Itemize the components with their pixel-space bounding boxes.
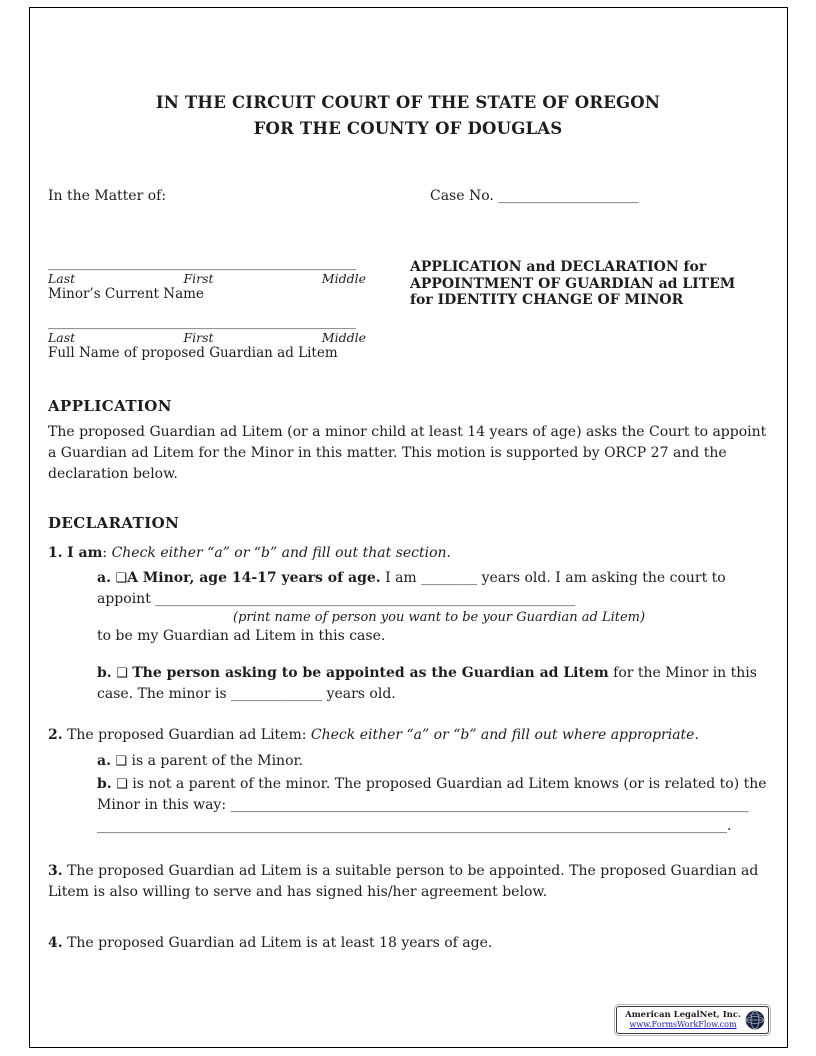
- item-3-text: The proposed Guardian ad Litem is a suitable person to be appointed. The proposed Guardian ad Litem is also willing to serve and has signed his/her agreement below.: [48, 863, 759, 900]
- globe-icon: [745, 1010, 765, 1030]
- item-1b-label: b.: [97, 665, 112, 681]
- item-2b: [97, 774, 768, 837]
- item-2a-label: a.: [97, 753, 111, 769]
- item-2b-label: b.: [97, 776, 112, 792]
- col-label-first: First: [183, 271, 214, 286]
- declaration-heading: DECLARATION: [48, 514, 180, 532]
- item-1-colon: :: [102, 545, 108, 561]
- item-1a-text2: years old. I am asking the court to appoint: [97, 570, 726, 607]
- name-column-labels: [48, 330, 366, 345]
- col-label-first: First: [183, 330, 214, 345]
- item-2-number: 2.: [48, 727, 63, 743]
- name-column-labels: [48, 271, 366, 286]
- application-body: The proposed Guardian ad Litem (or a minor child at least 14 years of age) asks the Court to appoint a Guardian ad Litem for the Minor in this matter. This motion is supported by ORCP 27 and the declaration below.: [48, 424, 767, 482]
- item-1a-text1: I am: [385, 570, 417, 586]
- item-1a-label: a.: [97, 570, 111, 586]
- item-1b: [97, 663, 768, 705]
- col-label-last: Last: [48, 330, 76, 345]
- col-label-middle: Middle: [321, 271, 366, 286]
- checkbox-1b-icon[interactable]: ❑: [116, 666, 128, 681]
- declaration-item-1: [48, 543, 768, 564]
- item-4-number: 4.: [48, 935, 63, 951]
- document-title: [410, 256, 768, 309]
- document-title-line1: APPLICATION and DECLARATION for: [410, 259, 707, 275]
- caption-names: [48, 256, 388, 362]
- item-4-text: The proposed Guardian ad Litem is at least 18 years of age.: [67, 935, 493, 951]
- guardian-name-blank[interactable]: ____________________________________________: [48, 315, 356, 330]
- guardian-name-block: [48, 315, 366, 362]
- matter-row: [48, 188, 768, 208]
- print-name-caption: (print name of person you want to be your Guardian ad Litem): [233, 610, 646, 625]
- item-1-instruction: Check either “a” or “b” and fill out that section.: [111, 545, 452, 561]
- legalnet-company: American LegalNet, Inc.: [625, 1010, 741, 1020]
- item-2-lead: The proposed Guardian ad Litem:: [67, 727, 307, 743]
- legalnet-badge: [616, 1006, 769, 1034]
- minor-name-label: Minor’s Current Name: [48, 286, 204, 302]
- item-1-lead: I am: [67, 545, 103, 561]
- item-2b-text1: is not a parent of the minor. The proposed Guardian ad Litem knows (or is related to) the Minor in this way:: [97, 776, 767, 813]
- relationship-blank-2[interactable]: __________________________________________________________________________________________.: [97, 818, 732, 834]
- item-2a: [97, 751, 768, 772]
- document-title-line2: APPOINTMENT OF GUARDIAN ad LITEM: [410, 275, 736, 292]
- item-1b-text1: for the Minor in this case. The minor is: [97, 665, 757, 702]
- declaration-item-3: [48, 861, 768, 903]
- minor-age-blank[interactable]: ________: [421, 570, 478, 586]
- relationship-blank-1[interactable]: __________________________________________________________________________: [230, 797, 749, 813]
- guardian-appoint-name-blank[interactable]: ____________________________________________________________: [155, 591, 576, 607]
- application-heading: APPLICATION: [48, 397, 172, 415]
- court-title: [48, 90, 768, 142]
- item-2a-text: is a parent of the Minor.: [131, 753, 304, 769]
- col-label-middle: Middle: [321, 330, 366, 345]
- col-label-last: Last: [48, 271, 76, 286]
- case-number: [430, 188, 638, 204]
- checkbox-2a-icon[interactable]: ❑: [115, 754, 128, 769]
- declaration-item-2: [48, 725, 768, 746]
- minor-name-blank[interactable]: ____________________________________________: [48, 256, 356, 271]
- court-title-line2: FOR THE COUNTY OF DOUGLAS: [253, 119, 563, 138]
- caption-block: [48, 256, 768, 362]
- item-1a: [97, 568, 768, 610]
- item-1a-text3: to be my Guardian ad Litem in this case.: [97, 628, 386, 644]
- item-1b-bold: The person asking to be appointed as the Guardian ad Litem: [132, 665, 609, 681]
- minor-age-blank-1b[interactable]: _____________: [231, 686, 323, 702]
- case-number-label: Case No.: [430, 188, 494, 204]
- declaration-item-4: [48, 933, 768, 954]
- matter-label: In the Matter of:: [48, 188, 167, 204]
- checkbox-2b-icon[interactable]: ❑: [116, 777, 128, 792]
- item-1b-text2: years old.: [326, 686, 396, 702]
- legalnet-website-link[interactable]: www.FormsWorkFlow.com: [629, 1020, 737, 1029]
- case-number-blank[interactable]: ____________________: [498, 188, 639, 204]
- checkbox-1a-icon[interactable]: ❑: [115, 571, 128, 586]
- item-3-number: 3.: [48, 863, 63, 879]
- item-1a-bold: A Minor, age 14-17 years of age.: [127, 570, 381, 586]
- court-title-line1: IN THE CIRCUIT COURT OF THE STATE OF OREGON: [155, 93, 661, 112]
- document-title-line3: for IDENTITY CHANGE OF MINOR: [410, 292, 684, 308]
- item-2-instruction: Check either “a” or “b” and fill out where appropriate.: [310, 727, 699, 743]
- item-1-number: 1.: [48, 545, 63, 561]
- minor-name-block: [48, 256, 366, 303]
- guardian-name-label: Full Name of proposed Guardian ad Litem: [48, 345, 338, 361]
